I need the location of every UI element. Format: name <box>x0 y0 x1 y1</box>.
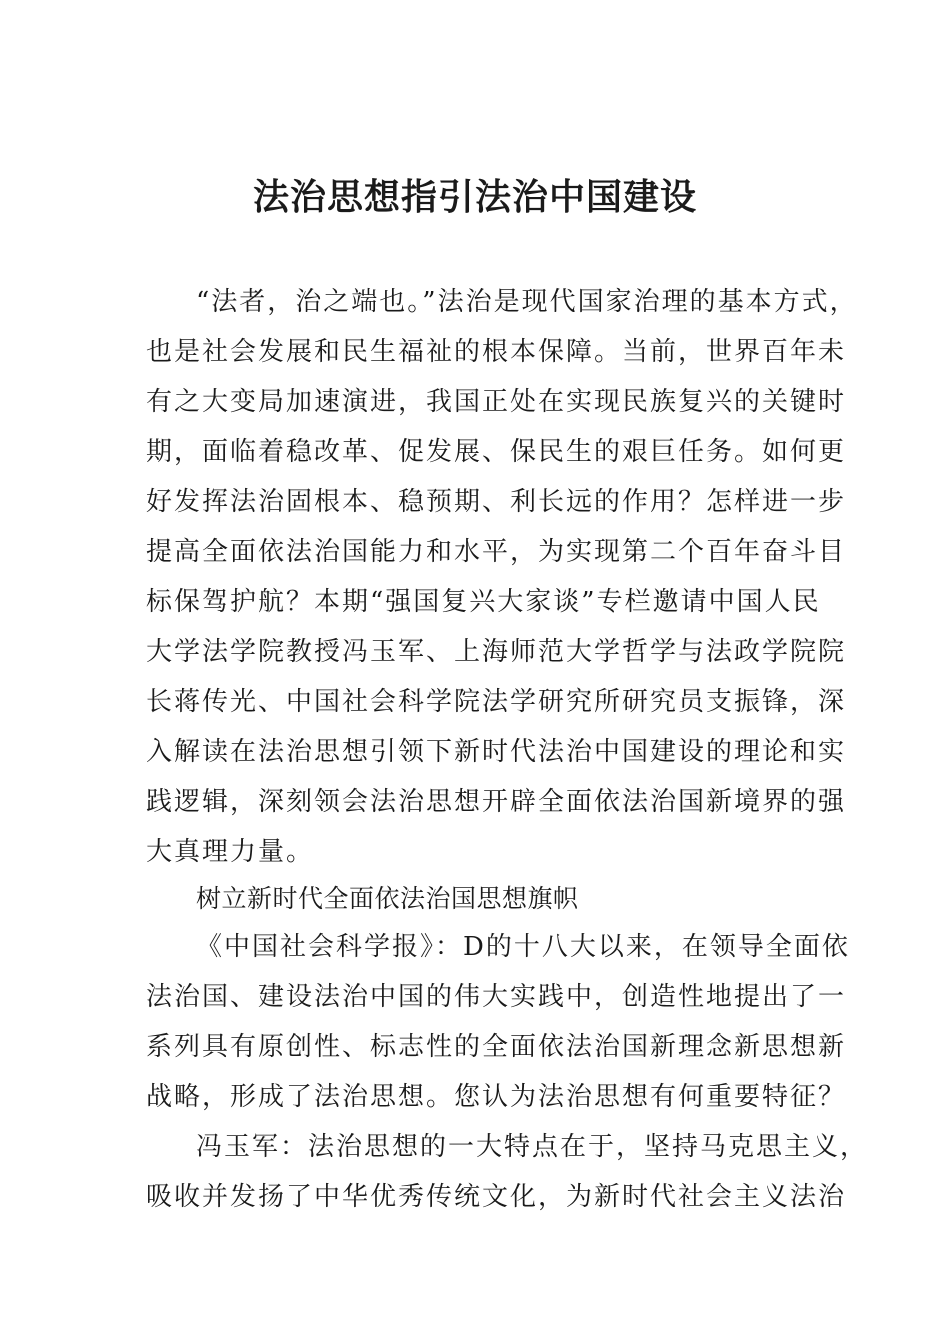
paragraph-line: 战略，形成了法治思想。您认为法治思想有何重要特征？ <box>146 1082 847 1112</box>
paragraph-line: 有之大变局加速演进，我国正处在实现民族复兴的关键时 <box>146 387 847 417</box>
paragraph-line: 践逻辑，深刻领会法治思想开辟全面依法治国新境界的强 <box>146 787 847 817</box>
paragraph-line: 也是社会发展和民生福祉的根本保障。当前，世界百年未 <box>146 337 847 367</box>
document-title: 法治思想指引法治中国建设 <box>252 176 697 218</box>
paragraph-line: 法治国、建设法治中国的伟大实践中，创造性地提出了一 <box>146 982 847 1012</box>
section-heading: 树立新时代全面依法治国思想旗帜 <box>196 884 579 913</box>
paragraph-line: 标保驾护航？本期“强国复兴大家谈”专栏邀请中国人民 <box>146 587 821 617</box>
paragraph-line: 入解读在法治思想引领下新时代法治中国建设的理论和实 <box>146 737 847 767</box>
paragraph-line: 系列具有原创性、标志性的全面依法治国新理念新思想新 <box>146 1032 847 1062</box>
paragraph-line: 冯玉军：法治思想的一大特点在于，坚持马克思主义， <box>196 1132 869 1162</box>
paragraph-line: 提高全面依法治国能力和水平，为实现第二个百年奋斗目 <box>146 537 847 567</box>
paragraph-line: 长蒋传光、中国社会科学院法学研究所研究员支振锋，深 <box>146 687 847 717</box>
paragraph-line: 《中国社会科学报》：D的十八大以来，在领导全面依 <box>196 932 850 962</box>
paragraph-line: 好发挥法治固根本、稳预期、利长远的作用？怎样进一步 <box>146 487 847 517</box>
paragraph-line: 大真理力量。 <box>146 837 315 867</box>
paragraph-line: “法者，治之端也。”法治是现代国家治理的基本方式， <box>196 287 858 317</box>
paragraph-line: 大学法学院教授冯玉军、上海师范大学哲学与法政学院院 <box>146 637 847 667</box>
paragraph-line: 吸收并发扬了中华优秀传统文化，为新时代社会主义法治 <box>146 1182 847 1212</box>
paragraph-line: 期，面临着稳改革、促发展、保民生的艰巨任务。如何更 <box>146 437 847 467</box>
